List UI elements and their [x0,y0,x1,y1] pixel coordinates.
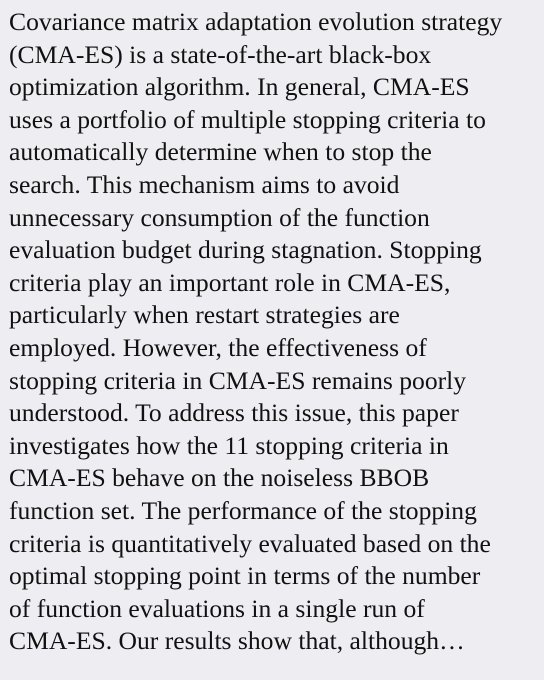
abstract-line: function set. The performance of the stopping [9,495,477,525]
abstract-line: CMA-ES. Our results show that, although… [9,626,465,656]
abstract-line: Covariance matrix adaptation evolution strategy [9,7,503,36]
abstract-line: criteria is quantitatively evaluated based on the [9,528,491,558]
abstract-line: optimal stopping point in terms of the number [9,561,481,591]
abstract-line: uses a portfolio of multiple stopping criteria to [9,104,486,134]
abstract-line: of function evaluations in a single run of [9,593,425,623]
abstract-line: (CMA-ES) is a state-of-the-art black-box [9,39,432,69]
abstract-line: evaluation budget during stagnation. Stopping [9,235,482,265]
abstract-line: CMA-ES behave on the noiseless BBOB [9,463,430,493]
abstract-line: particularly when restart strategies are [9,300,400,330]
abstract-line: unnecessary consumption of the function [9,202,430,232]
abstract-line: employed. However, the effectiveness of [9,332,427,362]
abstract-line: automatically determine when to stop the [9,137,432,167]
abstract-line: criteria play an important role in CMA-ES, [9,267,451,297]
abstract-line: understood. To address this issue, this paper [9,398,459,428]
abstract-line: optimization algorithm. In general, CMA-ES [9,72,470,102]
abstract-text [9,6,539,658]
abstract-line: investigates how the 11 stopping criteria in [9,430,449,460]
abstract-line: stopping criteria in CMA-ES remains poorly [9,365,467,395]
abstract-line: search. This mechanism aims to avoid [9,169,400,199]
